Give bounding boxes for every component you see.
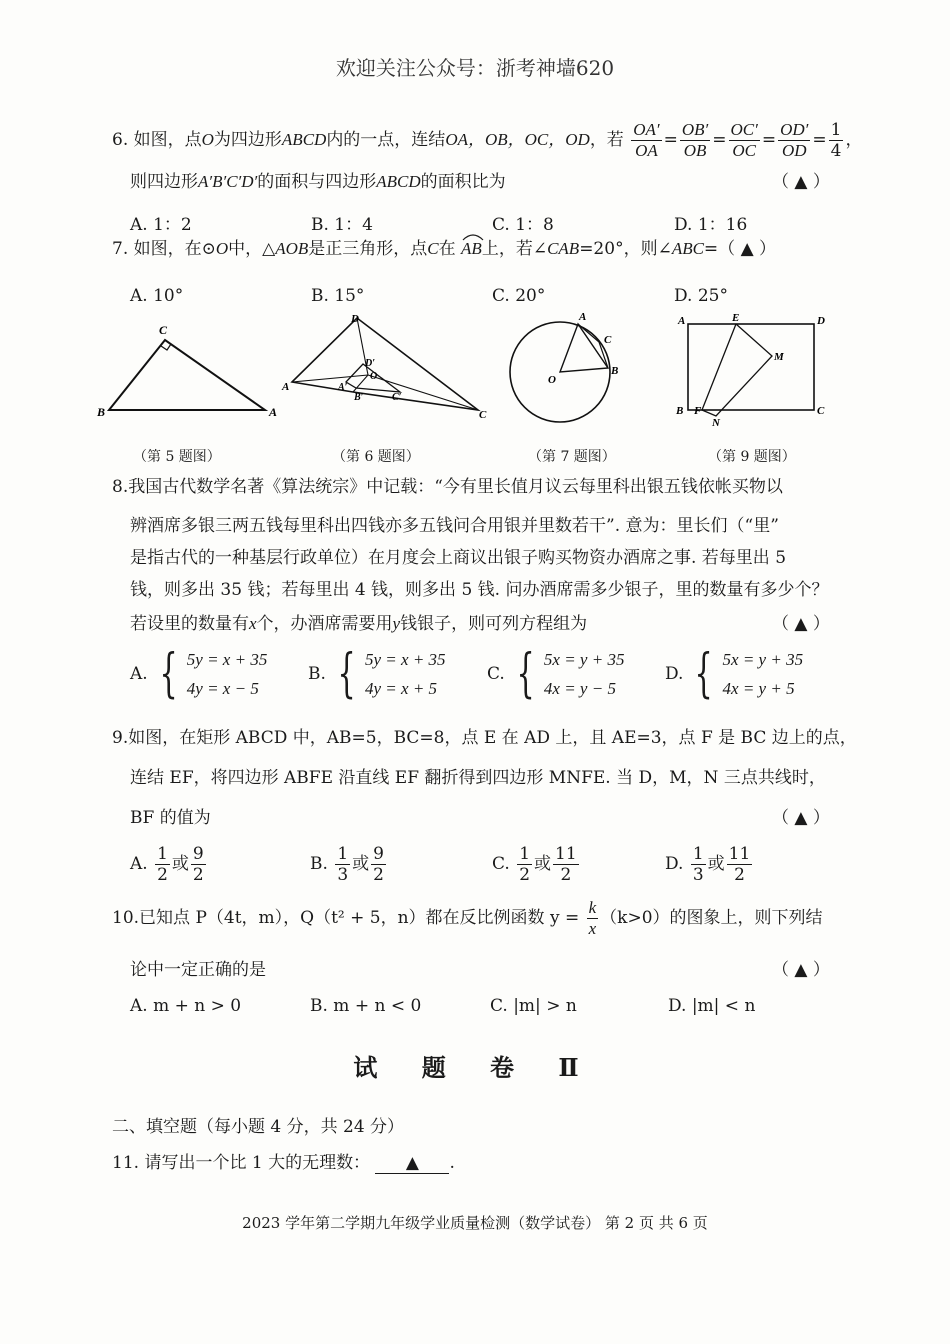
question-10-line1 (112, 898, 823, 939)
equation: 4x = y − 5 (543, 679, 616, 698)
brace-icon: { (337, 644, 356, 704)
equals-sign: = (812, 130, 827, 150)
fig7-label: C (604, 334, 612, 346)
question-8-line5 (130, 614, 587, 634)
q10-option-d: D. |m| < n (668, 996, 756, 1016)
figure-caption: （第 9 题图） (708, 449, 796, 465)
q6-option-b: B. 1：4 (311, 215, 373, 235)
arc-icon (461, 233, 485, 241)
option-label: C. (492, 854, 510, 874)
figure-9 (672, 310, 837, 430)
option-label: A. (130, 664, 148, 684)
option-label: C. (487, 664, 505, 684)
fraction: $\frac{9}{2}$ (373, 844, 384, 885)
q8-option-d (665, 645, 803, 703)
q6-text: ，若 (589, 130, 624, 150)
equation: 4x = y + 5 (722, 679, 795, 698)
q8-text: 我国古代数学名著《算法统宗》中记载：“今有里长值月议云每里科出银五钱依帐买物以 (128, 477, 783, 497)
question-10-line2: 论中一定正确的是 (130, 960, 266, 980)
brace-icon: { (516, 644, 535, 704)
question-8-line4: 钱，则多出 35 钱；若每里出 4 钱，则多出 5 钱. 问办酒席需多少银子，里的数量有多少个？ (130, 580, 829, 600)
page-footer: 2023 学年第二学期九年级学业质量检测（数学试卷） 第 2 页 共 6 页 (242, 1214, 708, 1232)
fig9-segment-ef (702, 324, 736, 410)
or-word: 或 (534, 854, 552, 874)
q10-text: 已知点 P（4t，m），Q（t² + 5，n）都在反比例函数 y = (139, 908, 580, 928)
or-word: 或 (352, 854, 370, 874)
q6-text: 则四边形 (130, 172, 198, 192)
fraction: $\frac{11}{2}$ (555, 844, 577, 885)
q9-number: 9. (112, 728, 129, 748)
brace-icon: { (694, 644, 714, 704)
equals-sign: = (663, 130, 678, 150)
figure-caption: （第 7 题图） (528, 449, 616, 465)
equals-sign: = (712, 130, 727, 150)
q6-quad: ABCD (281, 130, 327, 149)
q6-text: 内的一点，连结 (326, 130, 446, 150)
q7-angle-abc: ABC (671, 239, 704, 258)
fig5-label: B (97, 405, 106, 419)
q6-segments: OA，OB，OC，OD (445, 130, 590, 149)
question-8-line1 (112, 477, 783, 497)
q10-option-c: C. |m| > n (490, 996, 577, 1016)
fraction: $\frac{1}{3}$ (692, 844, 704, 885)
part2-title: 试 题 卷 Ⅱ (353, 1053, 597, 1082)
q8-option-b (308, 645, 446, 703)
fig6-label: O (370, 371, 378, 382)
fig6-segment (368, 375, 478, 410)
question-6-line1 (112, 120, 862, 161)
q6-option-a: A. 1：2 (130, 215, 192, 235)
q7-point-c: C (427, 239, 439, 258)
q10-number: 10. (112, 908, 140, 928)
fraction-k-over-x: $\frac{k}{x}$ (588, 898, 597, 938)
q6-text: 的面积与四边形 (257, 172, 377, 192)
fig6-label: A (282, 381, 290, 393)
figure-6 (278, 310, 493, 425)
q11-text: 11. 请写出一个比 1 大的无理数： (112, 1153, 371, 1173)
fig9-label: F (694, 405, 702, 417)
fig7-label: B (611, 365, 619, 377)
option-label: B. (308, 664, 326, 684)
fraction: $\frac{1}{2}$ (157, 844, 168, 885)
option-label: D. (665, 664, 684, 684)
q11-text: . (449, 1153, 455, 1173)
fig6-label: A′ (338, 382, 348, 393)
q9-answer-mark: （ ▲ ） (772, 808, 830, 828)
fig5-label: A (269, 405, 278, 419)
fig9-label: C (817, 405, 825, 417)
or-word: 或 (171, 854, 189, 874)
brace-icon: { (159, 644, 178, 704)
q8-var-y: y (392, 614, 401, 633)
fig9-label: E (732, 312, 740, 324)
right-angle-mark (161, 344, 171, 350)
q7-angle-cab: CAB (547, 239, 580, 258)
fig6-label: D (351, 313, 359, 325)
q10-option-a: A. m + n > 0 (130, 996, 242, 1016)
q6-number: 6. (112, 130, 129, 150)
q7-text: 如图，在⊙ (133, 239, 216, 259)
fig9-label: M (774, 351, 784, 363)
figure-caption: （第 6 题图） (332, 449, 420, 465)
fig6-outer-quad (292, 318, 478, 410)
question-9-line2: 连结 EF，将四边形 ABFE 沿直线 EF 翻折得到四边形 MNFE. 当 D，M，N 三点共线时， (130, 768, 826, 788)
page-header: 欢迎关注公众号：浙考神墙620 (335, 56, 615, 80)
section-heading: 二、填空题（每小题 4 分，共 24 分） (112, 1117, 405, 1137)
q6-fraction: $\frac{OC'}{OC}$ (730, 120, 758, 160)
q8-text: 个，办酒席需要用 (256, 614, 393, 634)
q6-fraction: $\frac{OD'}{OD}$ (780, 120, 809, 160)
q7-text: =（ ▲ ） (703, 239, 777, 259)
q6-option-d: D. 1：16 (674, 215, 748, 235)
q10-option-b: B. m + n < 0 (310, 996, 422, 1016)
q8-var-x: x (249, 614, 257, 633)
q8-answer-mark: （ ▲ ） (772, 614, 830, 634)
q7-triangle: AOB (275, 239, 309, 258)
equation: 4y = x + 5 (365, 679, 438, 698)
question-9-line1 (112, 728, 857, 748)
q8-number: 8. (112, 477, 129, 497)
q9-option-b (310, 844, 388, 885)
q6-fraction: $\frac{OB'}{OB}$ (681, 120, 709, 160)
q6-point-o: O (201, 130, 214, 149)
q7-arc-ab: AB (461, 239, 482, 259)
q7-text: 中，△ (228, 239, 276, 259)
question-11 (112, 1153, 455, 1174)
q7-number: 7. (112, 239, 129, 259)
fig6-segment (292, 375, 368, 382)
fraction: $\frac{11}{2}$ (728, 844, 751, 885)
q6-fraction: $\frac{1}{4}$ (830, 120, 842, 161)
q10-answer-mark: （ ▲ ） (772, 960, 830, 980)
equation: 5y = x + 35 (365, 650, 446, 669)
q7-option-c: C. 20° (492, 286, 546, 306)
option-label: A. (130, 854, 148, 874)
fraction: $\frac{1}{2}$ (519, 844, 531, 885)
fig9-label: N (712, 417, 720, 429)
fig6-label: D′ (365, 358, 376, 369)
q6-text: ， (845, 130, 863, 150)
q7-circle-o: O (215, 239, 229, 258)
q6-text: 的面积比为 (420, 172, 506, 192)
q11-answer-blank[interactable]: ▲ (375, 1153, 449, 1174)
q7-text: 上，若∠ (481, 239, 548, 259)
q10-text: （k>0）的图象上，则下列结 (600, 908, 823, 928)
q8-option-a (130, 645, 267, 703)
q9-option-d (665, 844, 754, 885)
q6-answer-mark: （ ▲ ） (772, 172, 830, 192)
fig5-triangle (109, 340, 265, 410)
q8-text: 钱银子，则可列方程组为 (400, 614, 588, 634)
question-8-line3: 是指古代的一种基层行政单位）在月度会上商议出银子购买物资办酒席之事. 若每里出 5 (130, 548, 787, 568)
equation: 5x = y + 35 (722, 650, 804, 669)
q7-text: 是正三角形，点 (308, 239, 428, 259)
q7-option-b: B. 15° (311, 286, 365, 306)
q7-option-d: D. 25° (674, 286, 728, 306)
fig6-label: B′ (354, 392, 364, 403)
fig9-label: A (678, 315, 686, 327)
fig6-label: C (479, 409, 487, 421)
question-6-line2 (130, 172, 506, 192)
q8-text: 若设里的数量有 (130, 614, 249, 634)
figure-7 (500, 308, 640, 426)
equals-sign: = (761, 130, 777, 150)
figure-5 (95, 318, 285, 423)
q6-fraction: $\frac{OA'}{OA}$ (633, 120, 660, 160)
q9-option-a (130, 844, 208, 885)
fraction: $\frac{1}{3}$ (337, 844, 349, 885)
fraction: $\frac{9}{2}$ (192, 844, 204, 885)
q8-option-c (487, 645, 624, 703)
q6-option-c: C. 1：8 (492, 215, 554, 235)
q6-text: 如图，点 (133, 130, 202, 150)
q7-text: =20°，则∠ (579, 239, 672, 259)
fig6-label: C′ (392, 392, 402, 403)
q6-text: 为四边形 (213, 130, 282, 150)
q6-quad: ABCD (376, 172, 421, 191)
fig9-label: B (676, 405, 684, 417)
question-8-line2: 辨酒席多银三两五钱每里科出四钱亦多五钱问合用银并里数若干”. 意为：里长们（“里” (130, 516, 779, 536)
q9-option-c (492, 844, 581, 885)
figure-caption: （第 5 题图） (133, 449, 221, 465)
equation: 5y = x + 35 (186, 650, 268, 669)
or-word: 或 (707, 854, 725, 874)
fig7-label: A (579, 311, 587, 323)
q7-option-a: A. 10° (130, 286, 184, 306)
fig5-label: C (159, 323, 168, 337)
question-7 (112, 239, 776, 259)
equation: 4y = x − 5 (186, 679, 259, 698)
q7-text: 在 (438, 239, 456, 259)
option-label: D. (665, 854, 684, 874)
q9-text: 如图，在矩形 ABCD 中，AB=5，BC=8，点 E 在 AD 上，且 AE=3，点 F 是 BC 边上的点， (128, 728, 857, 748)
question-9-line3: BF 的值为 (130, 808, 211, 828)
equation: 5x = y + 35 (543, 650, 625, 669)
fig9-folded-quad (702, 324, 772, 416)
fig7-label: O (548, 374, 556, 386)
q6-quad-prime: A′B′C′D′ (198, 172, 258, 191)
option-label: B. (310, 854, 328, 874)
fig9-label: D (817, 315, 825, 327)
